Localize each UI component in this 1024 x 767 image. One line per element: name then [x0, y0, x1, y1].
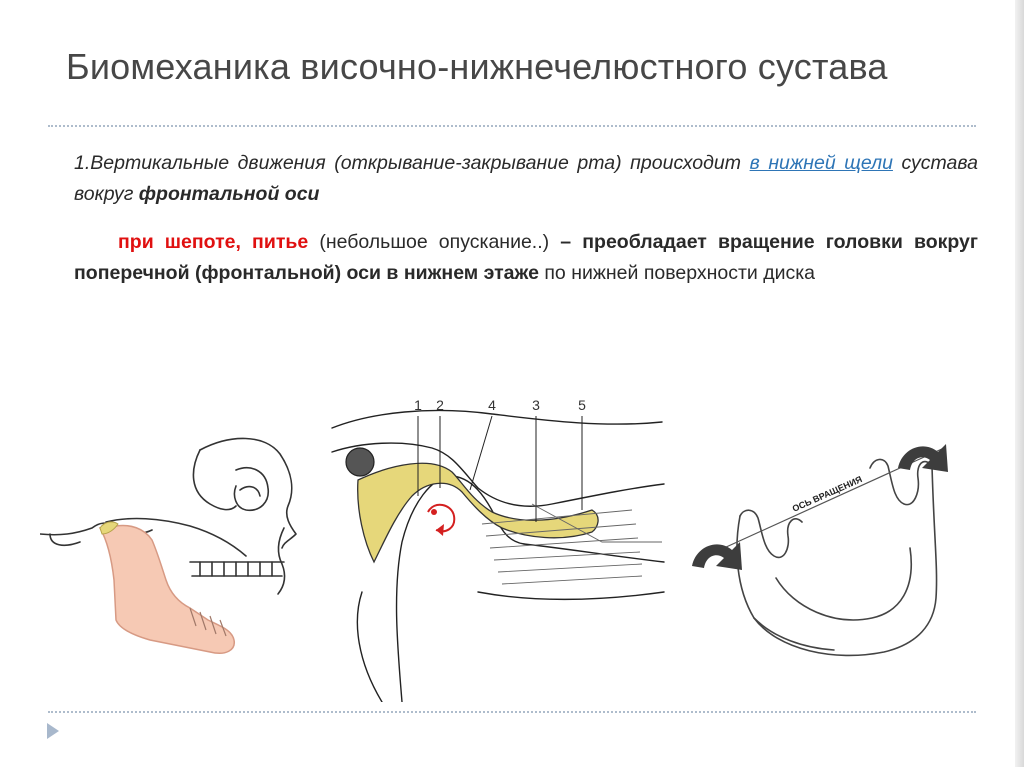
slide-edge-decoration — [1015, 0, 1024, 767]
p1-lead-text: 1.Вертикальные движения (открывание-закрывание рта) происходит — [74, 152, 750, 174]
footer-divider — [48, 711, 976, 713]
figure-label-4: 4 — [488, 397, 496, 413]
whisper-drink-text: при шепоте, питье — [118, 231, 309, 253]
p2-normal-text-1: (небольшое опускание..) — [308, 231, 561, 253]
mandible-rotation-axis-figure — [684, 438, 984, 678]
play-triangle-icon — [46, 722, 60, 740]
paragraph-whisper-drink — [74, 227, 978, 289]
figure-label-1: 1 — [414, 397, 422, 413]
tmj-cross-section-figure — [302, 392, 674, 702]
frontal-axis-text: фронтальной оси — [138, 183, 320, 205]
p2-bold-text: – преобладает вращение головки вокруг поперечной (фронтальной) оси в нижнем этаже — [74, 231, 978, 284]
figure-label-3: 3 — [532, 397, 540, 413]
title-divider — [48, 125, 976, 127]
skull-profile-figure — [40, 430, 310, 670]
p2-normal-text-2: по нижней поверхности диска — [538, 262, 816, 284]
lower-gap-link[interactable]: в нижней щели — [749, 152, 893, 174]
paragraph-vertical-movements — [74, 148, 978, 210]
p1-mid-text: сустава вокруг — [74, 152, 978, 205]
slide-title: Биомеханика височно-нижнечелюстного сустава — [66, 46, 888, 87]
figure-label-5: 5 — [578, 397, 586, 413]
rotation-axis-label: ОСЬ ВРАЩЕНИЯ — [790, 474, 864, 514]
figure-label-2: 2 — [436, 397, 444, 413]
